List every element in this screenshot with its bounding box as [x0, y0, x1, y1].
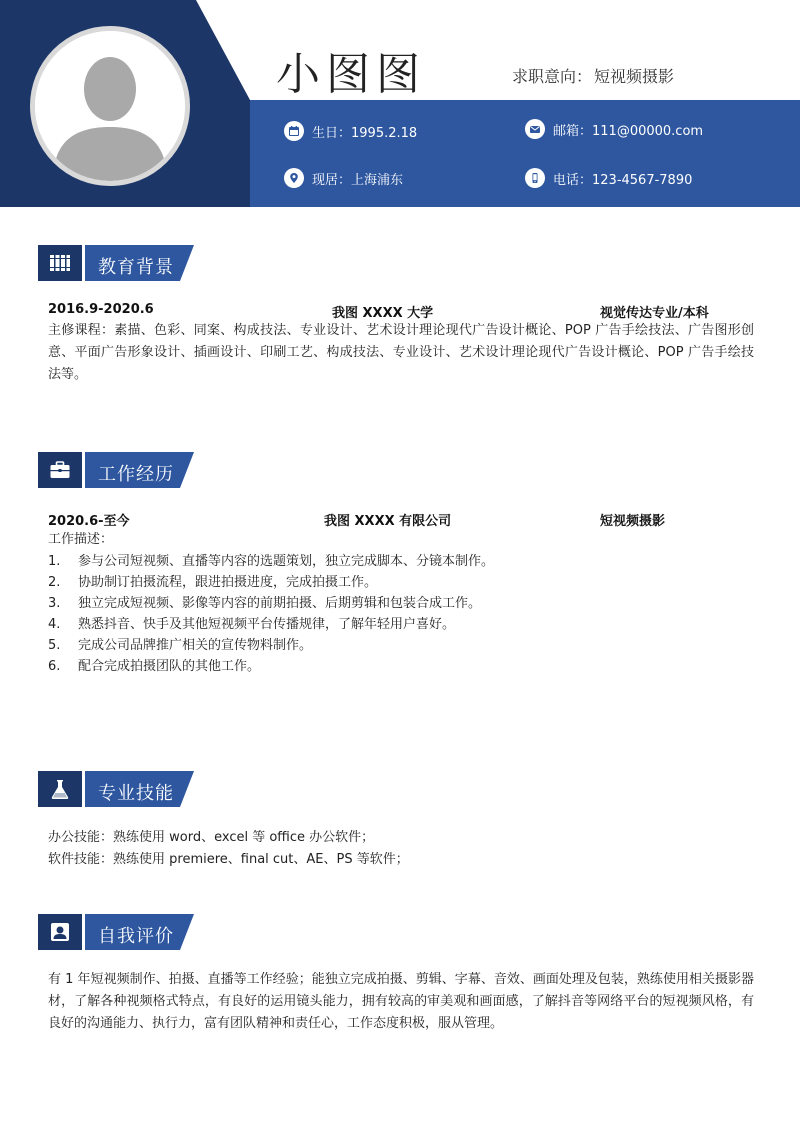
education-courses: 主修课程：素描、色彩、同案、构成技法、专业设计、艺术设计理论现代广告设计概论、POP 广告手绘技法、广告图形创意、平面广告形象设计、插画设计、印刷工艺、构成技法、专业设计、艺术设计理论现代广告设计概论、POP 广告手绘技法等。 [48, 323, 754, 382]
list-item: 5. 完成公司品牌推广相关的宣传物料制作。 [48, 638, 313, 653]
education-period: 2016.9-2020.6 [48, 302, 154, 317]
section-header-self [38, 914, 194, 950]
avatar-silhouette-icon [35, 31, 185, 181]
email-text[interactable]: 邮箱：111@00000.com [553, 123, 704, 139]
section-title-skills: 专业技能 [98, 783, 174, 804]
section-title-education: 教育背景 [98, 257, 174, 278]
avatar [30, 26, 190, 186]
info-email [525, 119, 703, 139]
work-position: 短视频摄影 [600, 514, 666, 529]
job-intent-value: 短视频摄影 [594, 67, 675, 86]
job-intent [510, 64, 674, 87]
birthday-text: 生日：1995.2.18 [312, 125, 418, 141]
work-period: 2020.6-至今 [48, 514, 130, 529]
work-duty-list [48, 551, 754, 677]
section-header-skills [38, 771, 194, 807]
info-birthday [284, 121, 417, 141]
flask-icon [49, 778, 71, 800]
info-phone [525, 168, 692, 188]
list-item: 4. 熟悉抖音、快手及其他短视频平台传播规律，了解年轻用户喜好。 [48, 617, 456, 632]
list-item: 6. 配合完成拍摄团队的其他工作。 [48, 659, 261, 674]
section-title-self: 自我评价 [98, 926, 174, 947]
briefcase-icon [49, 459, 71, 481]
education-major: 视觉传达专业/本科 [600, 306, 709, 321]
candidate-name: 小图图 [276, 49, 426, 100]
education-row [48, 302, 758, 322]
location-pin-icon [284, 168, 304, 188]
list-item: 3. 独立完成短视频、影像等内容的前期拍摄、后期剪辑和包装合成工作。 [48, 596, 482, 611]
books-icon [49, 252, 71, 274]
info-residence [284, 168, 403, 188]
list-item: 2. 协助制订拍摄流程，跟进拍摄进度，完成拍摄工作。 [48, 575, 378, 590]
job-intent-label: 求职意向： [512, 67, 593, 86]
residence-text: 现居：上海浦东 [312, 172, 404, 188]
work-desc-label: 工作描述： [48, 532, 114, 547]
skill-software: 软件技能：熟练使用 premiere、final cut、AE、PS 等软件； [48, 852, 409, 867]
list-item: 1. 参与公司短视频、直播等内容的选题策划，独立完成脚本、分镜本制作。 [48, 554, 495, 569]
self-evaluation-text: 有 1 年短视频制作、拍摄、直播等工作经验；能独立完成拍摄、剪辑、字幕、音效、画面处理及包装，熟练使用相关摄影器材，了解各种视频格式特点，有良好的运用镜头能力，拥有较高的审美观和画面感，了解抖音等网络平台的短视频风格，有良好的沟通能力、执行力，富有团队精神和责任心，工作态度积极，服从管理。 [48, 972, 754, 1031]
person-icon [49, 921, 71, 943]
section-header-education [38, 245, 194, 281]
phone-text[interactable]: 电话：123-4567-7890 [553, 172, 693, 188]
phone-icon [525, 168, 545, 188]
calendar-icon [284, 121, 304, 141]
mail-icon [525, 119, 545, 139]
section-header-work [38, 452, 194, 488]
education-school: 我图 XXXX 大学 [332, 306, 434, 321]
skill-office: 办公技能：熟练使用 word、excel 等 office 办公软件； [48, 830, 375, 845]
work-company: 我图 XXXX 有限公司 [324, 514, 452, 529]
section-title-work: 工作经历 [98, 464, 174, 485]
work-row [48, 510, 758, 530]
